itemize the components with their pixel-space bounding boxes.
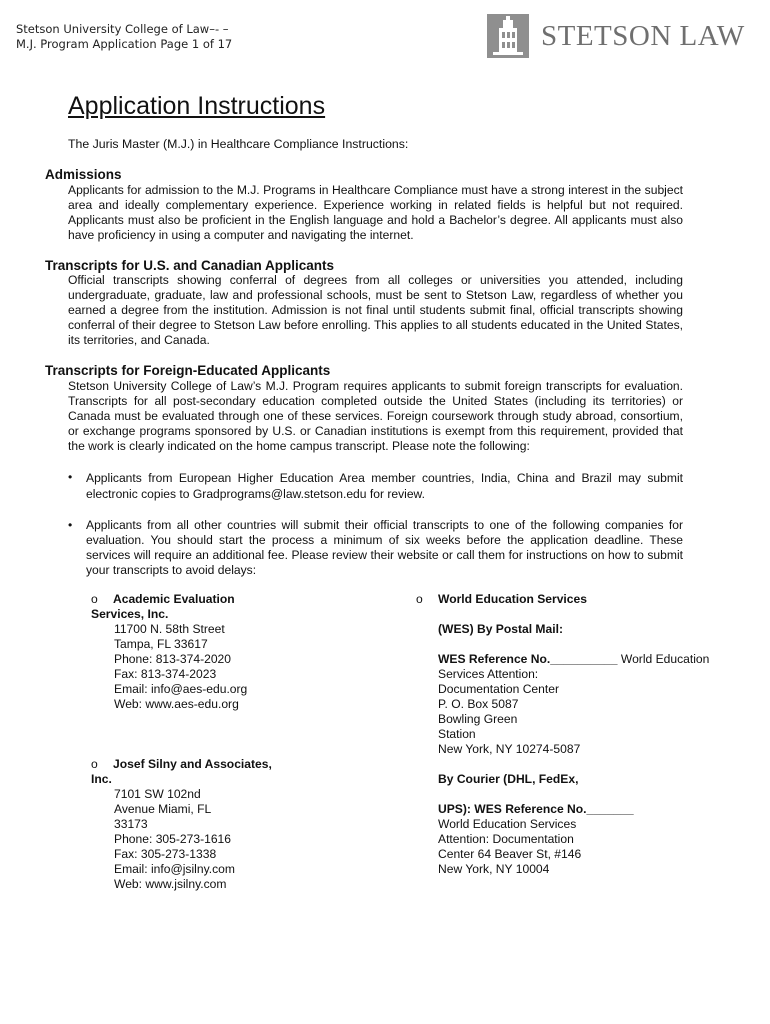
wes-courier-heading-2: UPS): WES Reference No._______ [438, 802, 634, 816]
jsilny-line: Phone: 305-273-1616 [114, 832, 232, 846]
aes-line: Tampa, FL 33617 [114, 637, 208, 651]
wes-postal-line: Bowling Green [438, 712, 518, 726]
wes-postal-line: Documentation Center [438, 682, 560, 696]
jsilny-block [91, 757, 321, 892]
jsilny-line: Avenue Miami, FL [114, 802, 212, 816]
wes-postal-line: Station [438, 727, 476, 741]
sub-bullet-icon: o [416, 592, 423, 606]
aes-name-line1: Academic Evaluation [113, 592, 235, 606]
page-title: Application Instructions [68, 92, 326, 120]
page-header [16, 22, 232, 52]
us-transcripts-text: Official transcripts showing conferral of degrees from all colleges or universities you attended, including undergraduate, graduate, law and professional schools, must be sent to Stetson Law, regardless of whether you earned a degree from the institution. Admission is not final until students submit final, official transcripts showing conferral of their degree to Stetson Law before enrolling. This applies to all students educated in the United States, its territories, and Canada. [68, 273, 683, 347]
aes-block [91, 592, 301, 712]
building-icon [487, 14, 529, 58]
wes-courier-line: New York, NY 10004 [438, 862, 550, 876]
wes-heading-row [416, 592, 587, 607]
jsilny-name-line1: Josef Silny and Associates, [113, 757, 272, 771]
sub-bullet-icon: o [91, 757, 98, 771]
bullet-text: Applicants from all other countries will submit their official transcripts to one of the following companies for evaluation. You should start the process a minimum of six weeks before the application deadline. These services will require an additional fee. Please review their website or call them for instructions on how to submit your transcripts to avoid delays: [86, 518, 683, 577]
wes-reference-tail: World Education [620, 652, 710, 666]
wes-reference-label: WES Reference No.__________ [438, 652, 618, 666]
wes-postal-address [438, 667, 580, 757]
aes-name-line2: Services, Inc. [91, 607, 169, 621]
aes-line: Fax: 813-374-2023 [114, 667, 217, 681]
admissions-text: Applicants for admission to the M.J. Programs in Healthcare Compliance must have a strong interest in the subject area and ideally complementary experience. Experience working in related fields is helpful but not required. Applicants must also be proficient in the English language and hold a Bachelor’s degree. All applicants must also have proficiency in using a computer and navigating the internet. [68, 183, 683, 242]
jsilny-line: Fax: 305-273-1338 [114, 847, 217, 861]
aes-line: 11700 N. 58th Street [114, 622, 225, 636]
foreign-transcripts-heading: Transcripts for Foreign-Educated Applicants [45, 363, 331, 378]
wes-postal-line: P. O. Box 5087 [438, 697, 519, 711]
logo-wordmark: STETSON LAW [541, 20, 745, 52]
wes-postal-line: Services Attention: [438, 667, 539, 681]
admissions-heading: Admissions [45, 167, 122, 182]
bullet-icon: • [68, 518, 73, 532]
stetson-law-logo [487, 14, 745, 60]
wes-courier-line: World Education Services [438, 817, 577, 831]
sub-bullet-icon: o [91, 592, 98, 606]
header-line-1: Stetson University College of Law–- – [16, 22, 229, 36]
intro-text: The Juris Master (M.J.) in Healthcare Compliance Instructions: [68, 137, 409, 151]
wes-courier-line: Center 64 Beaver St, #146 [438, 847, 582, 861]
jsilny-web: Web: www.jsilny.com [114, 877, 227, 891]
wes-postal-heading: (WES) By Postal Mail: [438, 622, 563, 636]
jsilny-line: 33173 [114, 817, 148, 831]
wes-reference-row [438, 652, 709, 667]
jsilny-name-line2: Inc. [91, 772, 112, 786]
jsilny-line: 7101 SW 102nd [114, 787, 201, 801]
aes-web: Web: www.aes-edu.org [114, 697, 239, 711]
wes-postal-line: New York, NY 10274-5087 [438, 742, 581, 756]
aes-line: Phone: 813-374-2020 [114, 652, 232, 666]
bullet-text: Applicants from European Higher Education Area member countries, India, China and Brazil may submit electronic copies to Gradprograms@law.stetson.edu for review. [86, 471, 683, 501]
foreign-transcripts-text: Stetson University College of Law’s M.J. Program requires applicants to submit foreign transcripts for evaluation. Transcripts for all post-secondary education completed outside the United States (including its territories) or Canada must be evaluated through one of these services. Foreign coursework through study abroad, consortium, or exchange programs sponsored by U.S. or Canadian institutions is exempt from this requirement, provided that the work is clearly indicated on the home campus transcript. Please note the following: [68, 379, 683, 453]
wes-courier-heading-1: By Courier (DHL, FedEx, [438, 772, 579, 786]
header-line-2: M.J. Program Application Page 1 of 17 [16, 37, 233, 51]
wes-name: World Education Services [438, 592, 587, 606]
bullet-icon: • [68, 470, 73, 484]
wes-courier-line: Attention: Documentation [438, 832, 574, 846]
wes-courier-address [438, 817, 581, 877]
us-transcripts-heading: Transcripts for U.S. and Canadian Applicants [45, 258, 335, 273]
jsilny-email: Email: info@jsilny.com [114, 862, 235, 876]
aes-email: Email: info@aes-edu.org [114, 682, 248, 696]
